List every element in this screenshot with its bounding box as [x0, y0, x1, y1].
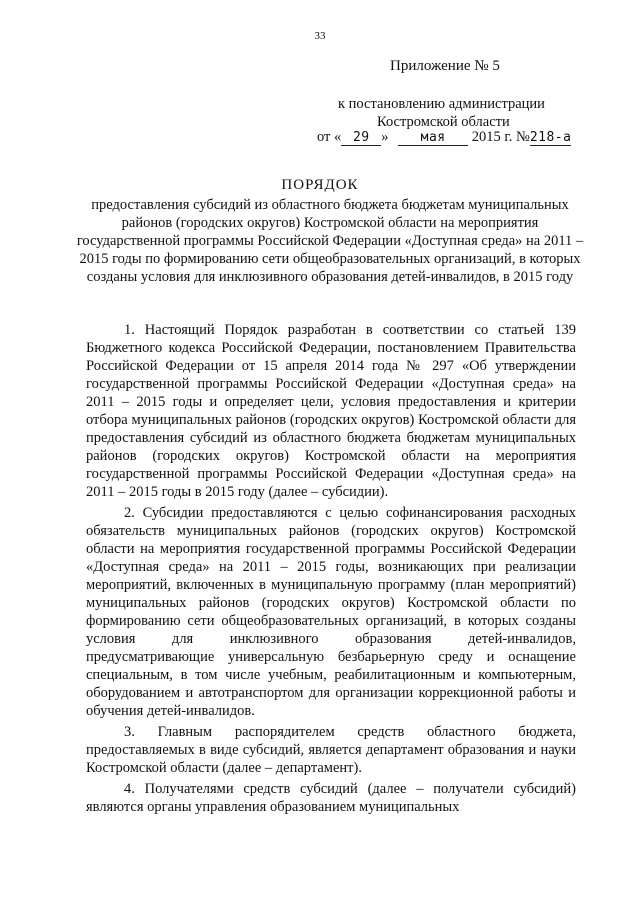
paragraph-1: 1. Настоящий Порядок разработан в соответствии со статьей 139 Бюджетного кодекса Российской Федерации, постановлением Правительства Российской Федерации от 15 апреля 2014 года № 297 «Об утверждении государственной программы Российской Федерации «Доступная среда» на 2011 – 2015 годы и определяет цели, условия предоставления и критерии отбора муниципальных районов (городских округов) Костромской области для предоставления субсидий из областного бюджета бюджетам муниципальных районов (городских округов) Костромской области на мероприятия государственной программы Российской Федерации «Доступная среда» на 2011 – 2015 годы в 2015 году (далее – субсидии).: [86, 322, 576, 500]
date-prefix: от «: [317, 129, 342, 145]
decree-line-1: к постановлению администрации: [338, 96, 545, 112]
document-title: ПОРЯДОК: [281, 177, 359, 193]
paragraph-3: 3. Главным распорядителем средств областного бюджета, предоставляемых в виде субсидий, является департамент образования и науки Костромской области (далее – департамент).: [86, 724, 576, 776]
doc-number: 218-а: [529, 130, 572, 145]
date-day: 29: [341, 130, 381, 146]
date-mid: »: [381, 129, 389, 145]
decree-line-2: Костромской области: [377, 114, 510, 130]
page-number: 33: [314, 30, 326, 42]
appendix-label: Приложение № 5: [390, 58, 500, 74]
paragraph-4: 4. Получателями средств субсидий (далее – получатели субсидий) являются органы управления образованием муниципальных: [86, 781, 576, 815]
decree-date: [317, 129, 571, 146]
decree-reference: [338, 95, 608, 131]
date-year: 2015 г. №: [471, 129, 530, 145]
date-month: мая: [398, 130, 468, 146]
document-body: [86, 321, 576, 819]
document-subtitle: предоставления субсидий из областного бюджета бюджетам муниципальных районов (городских округов) Костромской области на мероприятия государственной программы Российской Федерации «Доступная среда» на 2011 – 2015 годы по формированию сети общеобразовательных организаций, в которых созданы условия для инклюзивного образования детей-инвалидов, в 2015 году: [76, 197, 584, 285]
paragraph-2: 2. Субсидии предоставляются с целью софинансирования расходных обязательств муниципальных районов (городских округов) Костромской области на мероприятия государственной программы Российской Федерации «Доступная среда» на 2011 – 2015 годы, возникающих при реализации мероприятий, включенных в муниципальную программу (план мероприятий) муниципальных районов (городских округов) Костромской области по формированию сети общеобразовательных организаций, в которых созданы условия для инклюзивного образования детей-инвалидов, предусматривающие универсальную безбарьерную среду и оснащение специальным, в том числе учебным, реабилитационным и компьютерным, оборудованием и автотранспортом для организации коррекционной работы и обучения детей-инвалидов.: [86, 505, 576, 719]
